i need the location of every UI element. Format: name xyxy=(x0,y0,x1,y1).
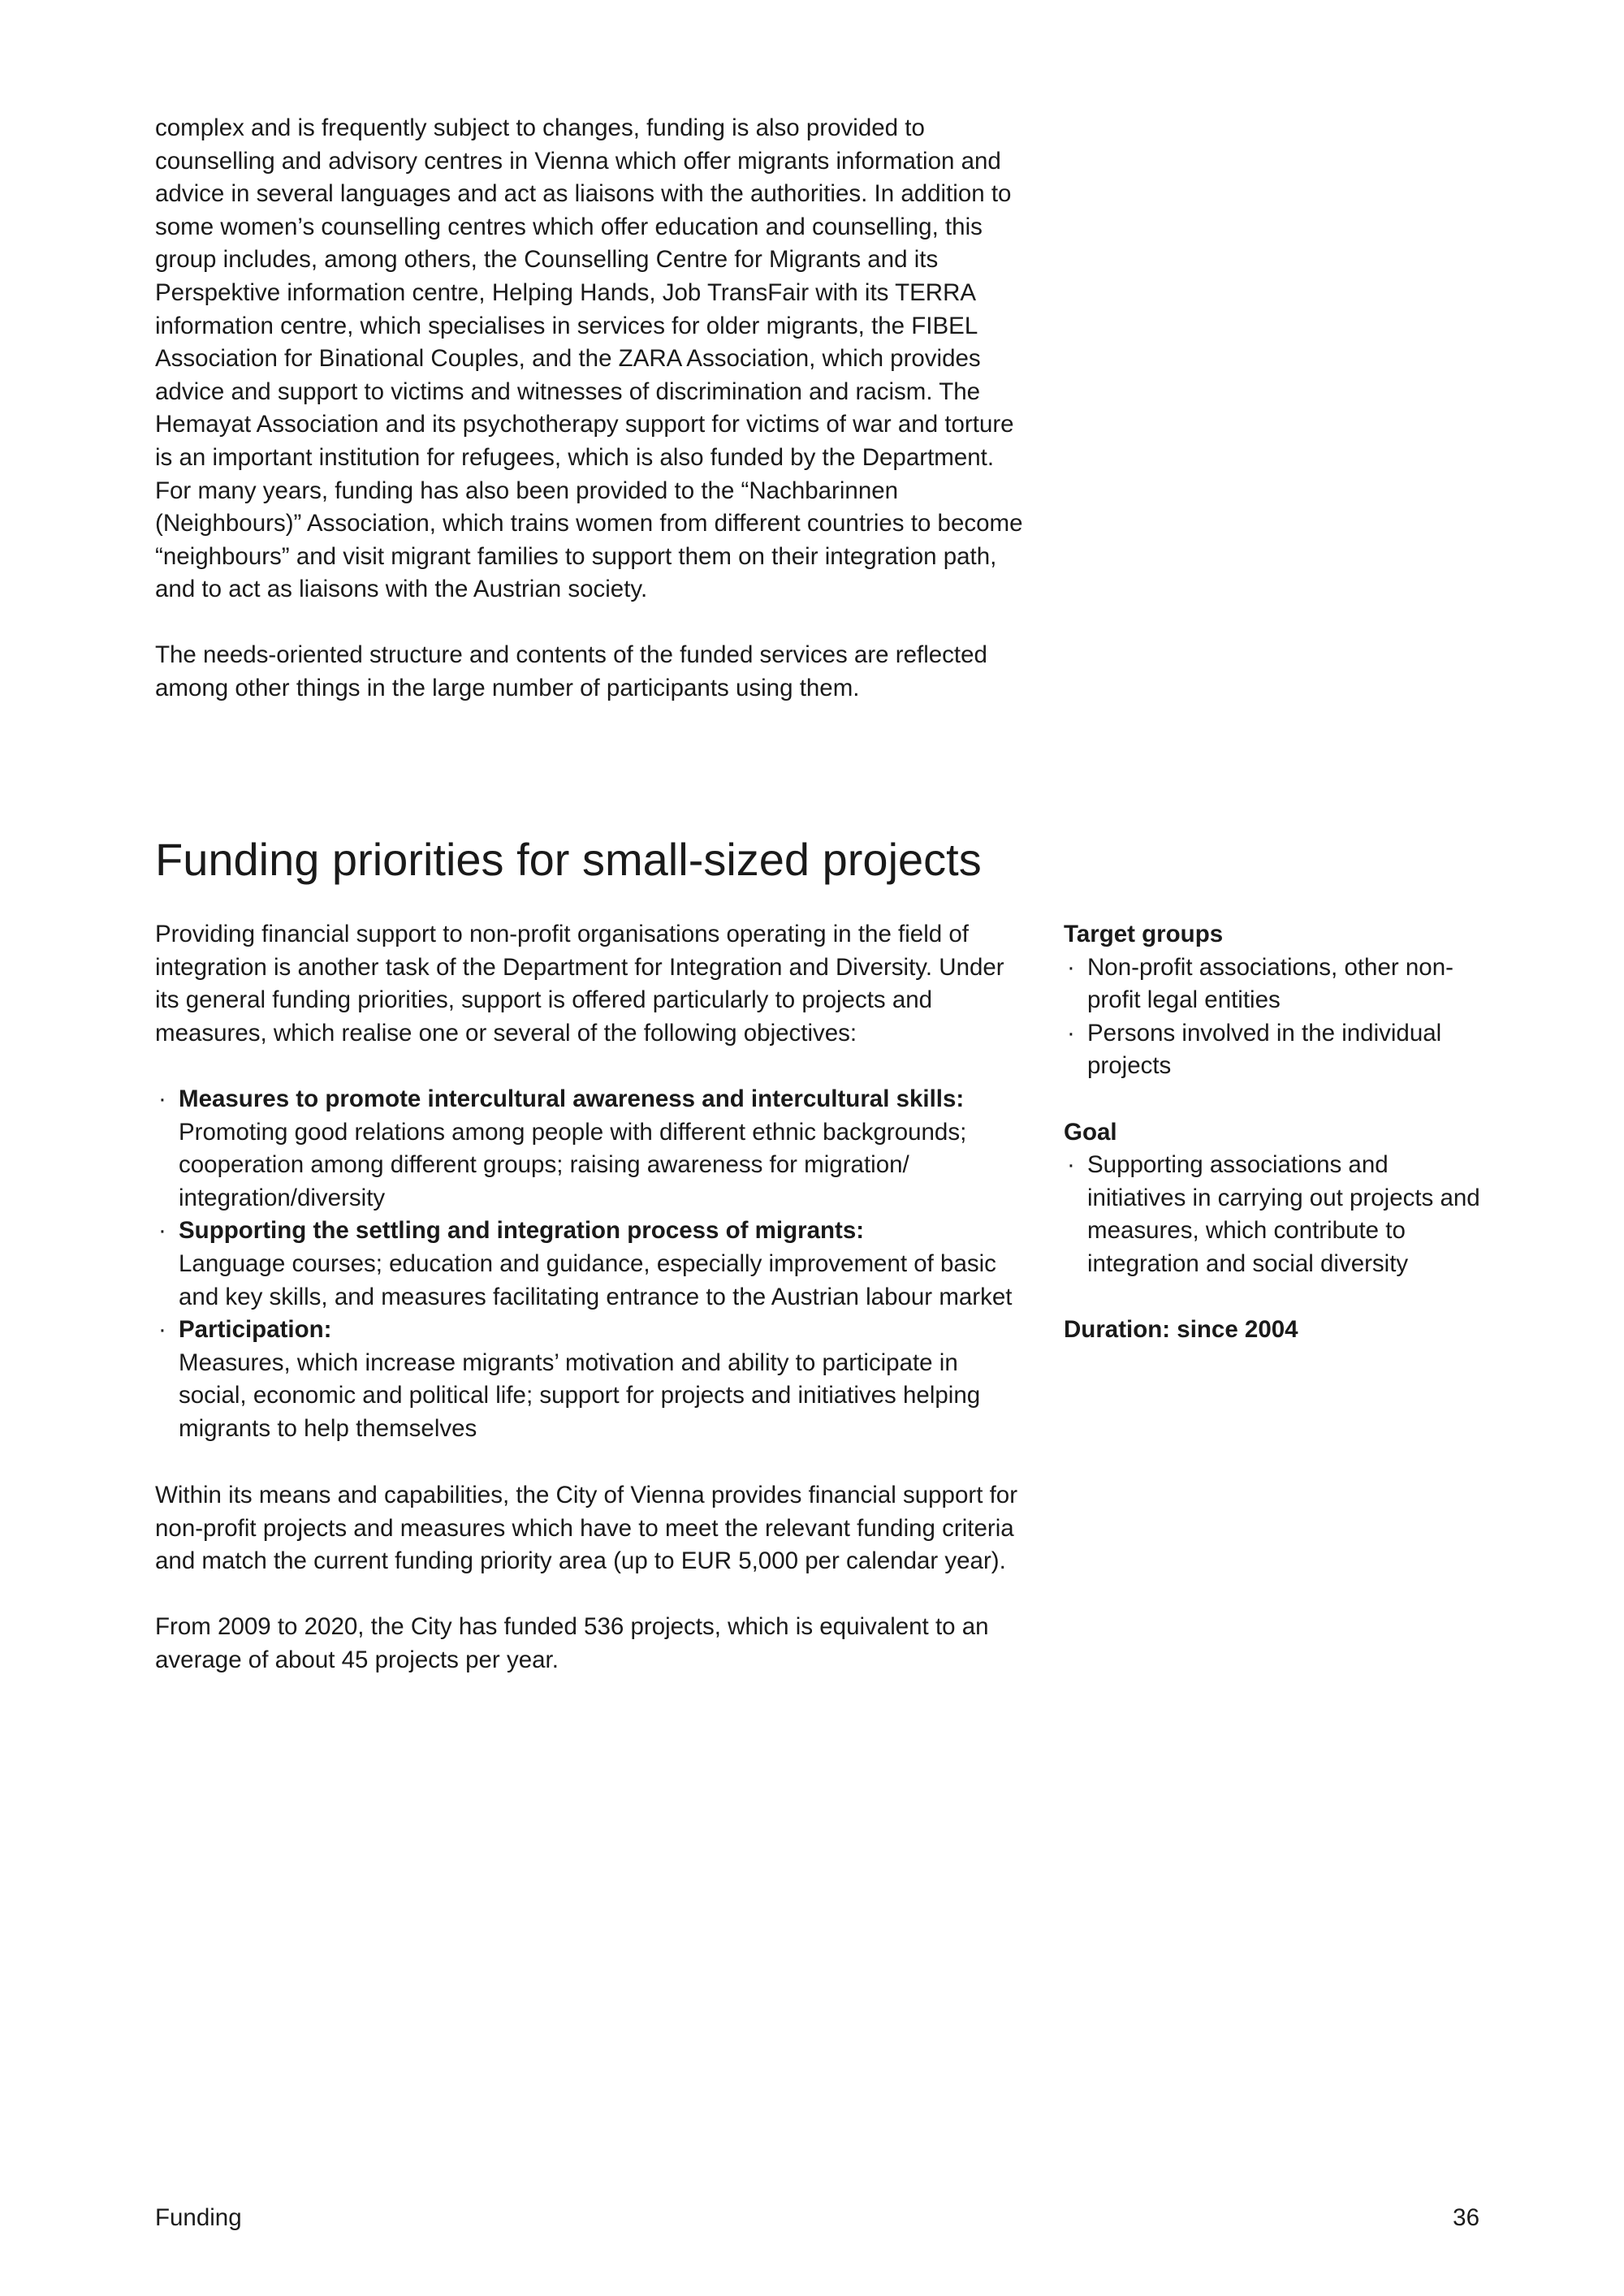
target-group-item xyxy=(1064,1017,1486,1083)
section-intro-paragraph: Providing financial support to non-profit organisations operating in the field of integration is another task of the Department for Integration and Diversity. Under its general funding priorities, support is offered particularly to projects and measures, which realise one or several of the following objectives: xyxy=(155,921,1004,1047)
footer-section-label: Funding xyxy=(155,2204,242,2231)
page-number: 36 xyxy=(1453,2204,1479,2231)
bullet-icon: · xyxy=(158,1085,166,1112)
objective-text: Measures, which increase migrants’ motivation and ability to participate in social, economic and political life; support for projects and initiatives helping migrants to help themselves xyxy=(179,1349,981,1442)
goal-text: Supporting associations and initiatives in carrying out projects and measures, which contribute to integration and social diversity xyxy=(1087,1151,1480,1277)
info-sidebar xyxy=(1064,918,1486,1347)
stats-paragraph: From 2009 to 2020, the City has funded 536 projects, which is equivalent to an average of about 45 projects per year. xyxy=(155,1613,989,1673)
objective-item xyxy=(155,1083,1032,1215)
target-group-item xyxy=(1064,952,1486,1017)
bullet-icon: · xyxy=(158,1217,166,1245)
means-paragraph: Within its means and capabilities, the City of Vienna provides financial support for non-profit projects and measures which have to meet the relevant funding criteria and match the current funding priority area (up to EUR 5,000 per calendar year). xyxy=(155,1482,1018,1575)
bullet-icon: · xyxy=(158,1316,166,1344)
bullet-icon: · xyxy=(1067,1151,1075,1179)
target-groups-list xyxy=(1064,952,1486,1083)
intro-paragraph: complex and is frequently subject to changes, funding is also provided to counselling and advisory centres in Vienna which offer migrants information and advice in several languages and act as liaisons with the authorities. In addition to some women’s counselling centres which offer education and counselling, this group includes, among others, the Counselling Centre for Migrants and its Perspektive information centre, Helping Hands, Job TransFair with its TERRA information centre, which specialises in services for older migrants, the FIBEL Association for Binational Couples, and the ZARA Association, which provides advice and support to victims and witnesses of discrimination and racism. The Hemayat Association and its psychotherapy support for victims of war and torture is an important institution for refugees, which is also funded by the Department. For many years, funding has also been provided to the “Nachbarinnen (Neighbours)” Association, which trains women from different countries to become “neighbours” and visit migrant families to support them on their integration path, and to act as liaisons with the Austrian society. xyxy=(155,114,1023,603)
target-group-text: Non-profit associations, other non-profit legal entities xyxy=(1087,953,1453,1014)
target-group-text: Persons involved in the individual projects xyxy=(1087,1019,1442,1080)
objective-title: Measures to promote intercultural awareness and intercultural skills: xyxy=(179,1085,965,1112)
duration-label: Duration: since 2004 xyxy=(1064,1316,1298,1344)
objective-item xyxy=(155,1215,1032,1314)
goal-list xyxy=(1064,1149,1486,1280)
goal-heading: Goal xyxy=(1064,1118,1117,1146)
spacer xyxy=(1064,1281,1486,1314)
target-groups-heading: Target groups xyxy=(1064,921,1224,947)
bullet-icon: · xyxy=(1067,1019,1075,1047)
objectives-list xyxy=(155,1083,1032,1446)
bullet-icon: · xyxy=(1067,953,1075,981)
objective-text: Language courses; education and guidance, especially improvement of basic and key skills, and measures facilitating entrance to the Austrian labour market xyxy=(179,1249,1013,1310)
objective-title: Participation: xyxy=(179,1316,332,1344)
goal-item xyxy=(1064,1149,1486,1280)
objective-title: Supporting the settling and integration process of migrants: xyxy=(179,1217,865,1245)
needs-paragraph: The needs-oriented structure and contents of the funded services are reflected among other things in the large number of participants using them. xyxy=(155,641,987,701)
objective-text: Promoting good relations among people with different ethnic backgrounds; cooperation among different groups; raising awareness for migration/ integration/diversity xyxy=(179,1118,967,1211)
spacer xyxy=(1064,1083,1486,1116)
section-title: Funding priorities for small-sized projects xyxy=(155,834,982,885)
objective-item xyxy=(155,1314,1032,1445)
